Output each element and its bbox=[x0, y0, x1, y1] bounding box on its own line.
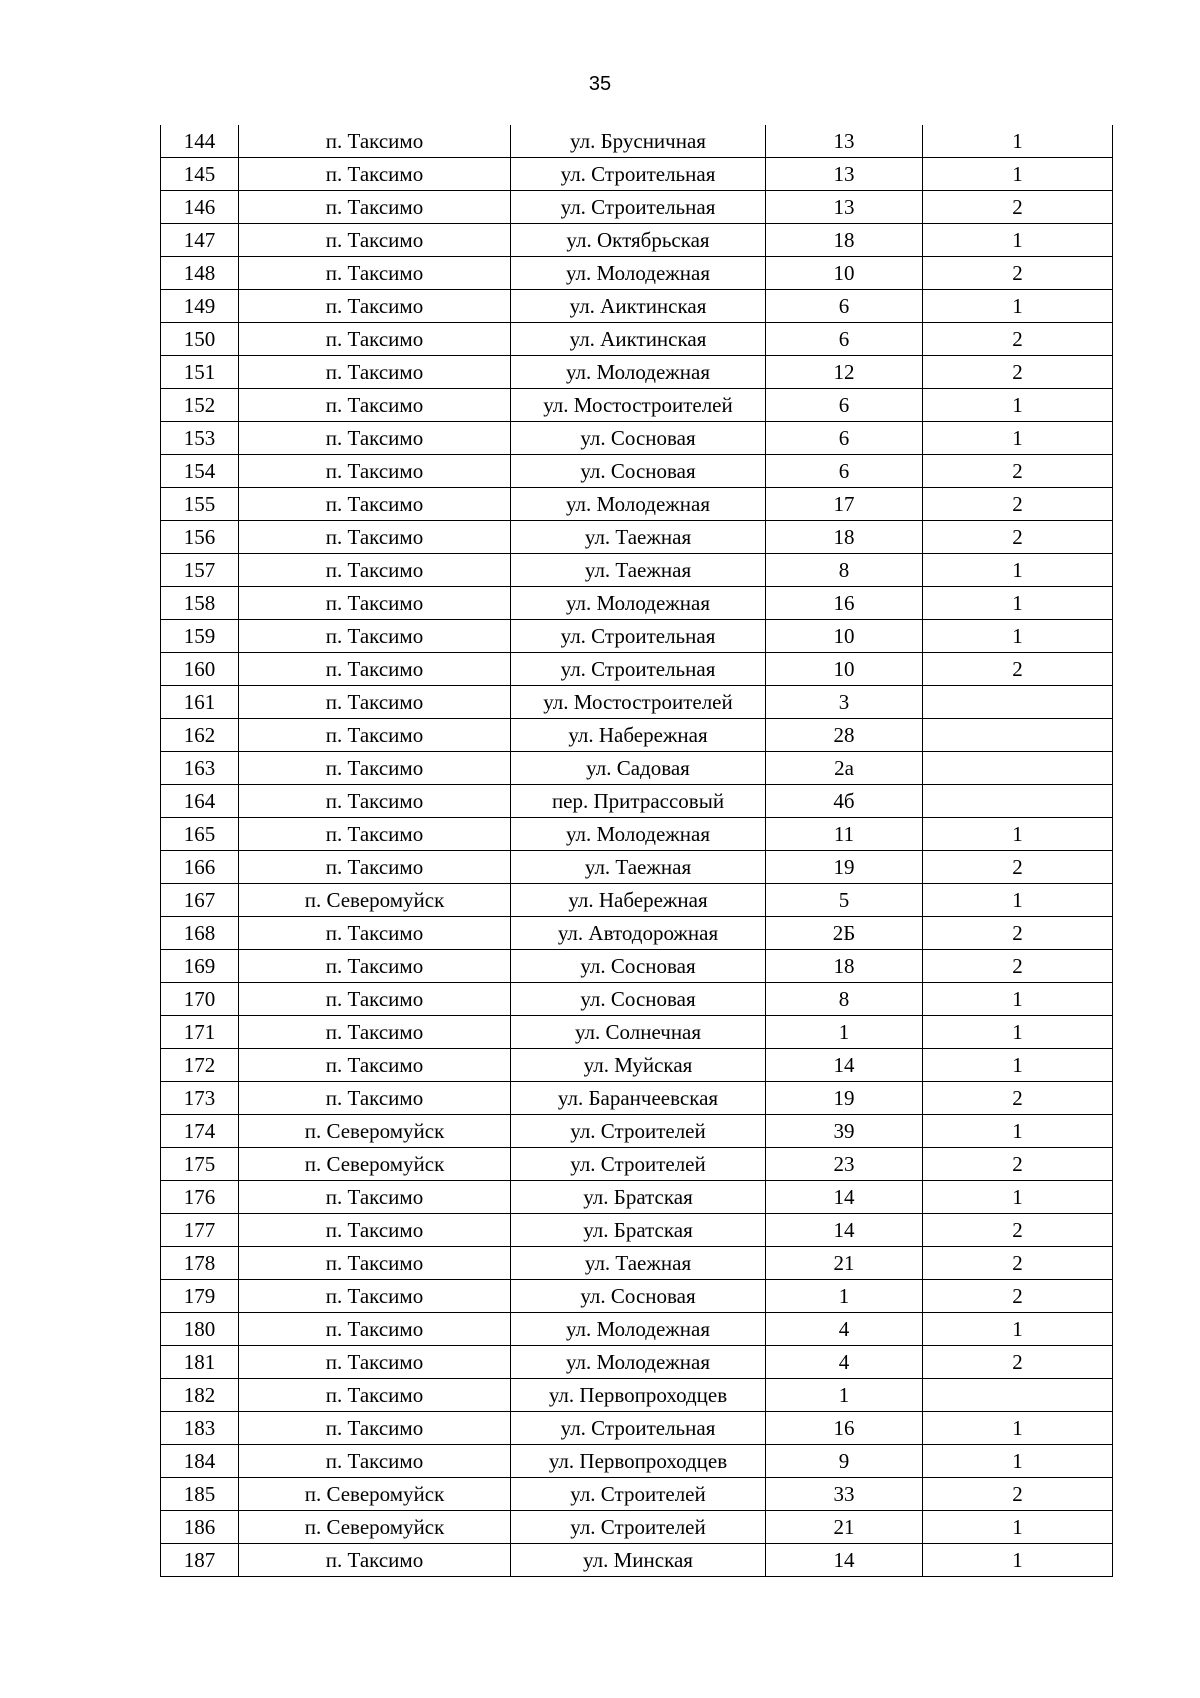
street-cell: ул. Братская bbox=[511, 1181, 766, 1214]
settlement-cell: п. Таксимо bbox=[239, 323, 511, 356]
value-cell: 2 bbox=[923, 653, 1113, 686]
row-number-cell: 173 bbox=[161, 1082, 239, 1115]
house-number-cell: 14 bbox=[766, 1214, 923, 1247]
value-cell: 1 bbox=[923, 1511, 1113, 1544]
settlement-cell: п. Таксимо bbox=[239, 1082, 511, 1115]
table-row bbox=[161, 323, 1113, 356]
house-number-cell: 1 bbox=[766, 1280, 923, 1313]
street-cell: ул. Первопроходцев bbox=[511, 1445, 766, 1478]
table-row bbox=[161, 1346, 1113, 1379]
row-number-cell: 153 bbox=[161, 422, 239, 455]
street-cell: ул. Мостостроителей bbox=[511, 389, 766, 422]
settlement-cell: п. Таксимо bbox=[239, 1412, 511, 1445]
row-number-cell: 180 bbox=[161, 1313, 239, 1346]
house-number-cell: 11 bbox=[766, 818, 923, 851]
row-number-cell: 177 bbox=[161, 1214, 239, 1247]
settlement-cell: п. Таксимо bbox=[239, 356, 511, 389]
street-cell: ул. Садовая bbox=[511, 752, 766, 785]
table-row bbox=[161, 653, 1113, 686]
table-row bbox=[161, 191, 1113, 224]
row-number-cell: 152 bbox=[161, 389, 239, 422]
house-number-cell: 6 bbox=[766, 422, 923, 455]
street-cell: ул. Молодежная bbox=[511, 257, 766, 290]
house-number-cell: 21 bbox=[766, 1247, 923, 1280]
settlement-cell: п. Таксимо bbox=[239, 191, 511, 224]
house-number-cell: 16 bbox=[766, 587, 923, 620]
street-cell: ул. Минская bbox=[511, 1544, 766, 1577]
street-cell: ул. Таежная bbox=[511, 554, 766, 587]
street-cell: ул. Строительная bbox=[511, 620, 766, 653]
settlement-cell: п. Северомуйск bbox=[239, 1511, 511, 1544]
value-cell: 2 bbox=[923, 1346, 1113, 1379]
street-cell: ул. Октябрьская bbox=[511, 224, 766, 257]
address-table bbox=[160, 125, 1113, 1577]
table-row bbox=[161, 158, 1113, 191]
house-number-cell: 10 bbox=[766, 653, 923, 686]
street-cell: ул. Первопроходцев bbox=[511, 1379, 766, 1412]
house-number-cell: 16 bbox=[766, 1412, 923, 1445]
street-cell: ул. Молодежная bbox=[511, 488, 766, 521]
row-number-cell: 186 bbox=[161, 1511, 239, 1544]
street-cell: ул. Таежная bbox=[511, 521, 766, 554]
table-row bbox=[161, 983, 1113, 1016]
street-cell: ул. Автодорожная bbox=[511, 917, 766, 950]
value-cell: 2 bbox=[923, 521, 1113, 554]
house-number-cell: 14 bbox=[766, 1181, 923, 1214]
value-cell: 2 bbox=[923, 950, 1113, 983]
value-cell: 1 bbox=[923, 587, 1113, 620]
settlement-cell: п. Таксимо bbox=[239, 1214, 511, 1247]
house-number-cell: 28 bbox=[766, 719, 923, 752]
house-number-cell: 8 bbox=[766, 554, 923, 587]
value-cell bbox=[923, 686, 1113, 719]
settlement-cell: п. Таксимо bbox=[239, 158, 511, 191]
street-cell: ул. Строителей bbox=[511, 1511, 766, 1544]
value-cell bbox=[923, 1379, 1113, 1412]
table-row bbox=[161, 1115, 1113, 1148]
settlement-cell: п. Таксимо bbox=[239, 455, 511, 488]
house-number-cell: 13 bbox=[766, 158, 923, 191]
value-cell: 1 bbox=[923, 1181, 1113, 1214]
house-number-cell: 8 bbox=[766, 983, 923, 1016]
house-number-cell: 1 bbox=[766, 1379, 923, 1412]
value-cell: 1 bbox=[923, 884, 1113, 917]
table-row bbox=[161, 719, 1113, 752]
table-row bbox=[161, 1478, 1113, 1511]
street-cell: ул. Аиктинская bbox=[511, 323, 766, 356]
house-number-cell: 4 bbox=[766, 1313, 923, 1346]
row-number-cell: 178 bbox=[161, 1247, 239, 1280]
settlement-cell: п. Таксимо bbox=[239, 389, 511, 422]
house-number-cell: 10 bbox=[766, 257, 923, 290]
street-cell: пер. Притрассовый bbox=[511, 785, 766, 818]
row-number-cell: 175 bbox=[161, 1148, 239, 1181]
settlement-cell: п. Таксимо bbox=[239, 1379, 511, 1412]
table-row bbox=[161, 1049, 1113, 1082]
settlement-cell: п. Таксимо bbox=[239, 488, 511, 521]
row-number-cell: 162 bbox=[161, 719, 239, 752]
settlement-cell: п. Таксимо bbox=[239, 620, 511, 653]
house-number-cell: 9 bbox=[766, 1445, 923, 1478]
settlement-cell: п. Таксимо bbox=[239, 719, 511, 752]
row-number-cell: 144 bbox=[161, 125, 239, 158]
value-cell: 2 bbox=[923, 1478, 1113, 1511]
table-row bbox=[161, 1280, 1113, 1313]
value-cell: 1 bbox=[923, 125, 1113, 158]
settlement-cell: п. Таксимо bbox=[239, 1313, 511, 1346]
row-number-cell: 166 bbox=[161, 851, 239, 884]
settlement-cell: п. Таксимо bbox=[239, 521, 511, 554]
table-row bbox=[161, 257, 1113, 290]
value-cell: 1 bbox=[923, 1016, 1113, 1049]
settlement-cell: п. Северомуйск bbox=[239, 884, 511, 917]
settlement-cell: п. Таксимо bbox=[239, 1181, 511, 1214]
street-cell: ул. Строительная bbox=[511, 1412, 766, 1445]
table-row bbox=[161, 1082, 1113, 1115]
table-row bbox=[161, 554, 1113, 587]
row-number-cell: 150 bbox=[161, 323, 239, 356]
value-cell: 1 bbox=[923, 1115, 1113, 1148]
house-number-cell: 10 bbox=[766, 620, 923, 653]
house-number-cell: 18 bbox=[766, 224, 923, 257]
street-cell: ул. Муйская bbox=[511, 1049, 766, 1082]
row-number-cell: 176 bbox=[161, 1181, 239, 1214]
row-number-cell: 184 bbox=[161, 1445, 239, 1478]
settlement-cell: п. Таксимо bbox=[239, 653, 511, 686]
row-number-cell: 165 bbox=[161, 818, 239, 851]
table-row bbox=[161, 521, 1113, 554]
settlement-cell: п. Таксимо bbox=[239, 257, 511, 290]
table-row bbox=[161, 587, 1113, 620]
row-number-cell: 160 bbox=[161, 653, 239, 686]
table-row bbox=[161, 125, 1113, 158]
house-number-cell: 6 bbox=[766, 323, 923, 356]
table-row bbox=[161, 389, 1113, 422]
value-cell: 1 bbox=[923, 224, 1113, 257]
table-row bbox=[161, 1148, 1113, 1181]
street-cell: ул. Строительная bbox=[511, 158, 766, 191]
row-number-cell: 156 bbox=[161, 521, 239, 554]
house-number-cell: 3 bbox=[766, 686, 923, 719]
row-number-cell: 158 bbox=[161, 587, 239, 620]
house-number-cell: 13 bbox=[766, 125, 923, 158]
house-number-cell: 1 bbox=[766, 1016, 923, 1049]
table-row bbox=[161, 1214, 1113, 1247]
street-cell: ул. Молодежная bbox=[511, 1346, 766, 1379]
row-number-cell: 185 bbox=[161, 1478, 239, 1511]
house-number-cell: 19 bbox=[766, 1082, 923, 1115]
value-cell bbox=[923, 752, 1113, 785]
settlement-cell: п. Таксимо bbox=[239, 917, 511, 950]
value-cell: 2 bbox=[923, 356, 1113, 389]
settlement-cell: п. Таксимо bbox=[239, 554, 511, 587]
house-number-cell: 12 bbox=[766, 356, 923, 389]
settlement-cell: п. Таксимо bbox=[239, 1445, 511, 1478]
street-cell: ул. Сосновая bbox=[511, 983, 766, 1016]
table-row bbox=[161, 785, 1113, 818]
value-cell: 2 bbox=[923, 191, 1113, 224]
settlement-cell: п. Таксимо bbox=[239, 950, 511, 983]
house-number-cell: 2а bbox=[766, 752, 923, 785]
settlement-cell: п. Северомуйск bbox=[239, 1148, 511, 1181]
settlement-cell: п. Таксимо bbox=[239, 851, 511, 884]
house-number-cell: 6 bbox=[766, 290, 923, 323]
row-number-cell: 181 bbox=[161, 1346, 239, 1379]
street-cell: ул. Братская bbox=[511, 1214, 766, 1247]
value-cell: 2 bbox=[923, 323, 1113, 356]
house-number-cell: 4б bbox=[766, 785, 923, 818]
row-number-cell: 168 bbox=[161, 917, 239, 950]
value-cell: 1 bbox=[923, 290, 1113, 323]
value-cell: 2 bbox=[923, 257, 1113, 290]
row-number-cell: 182 bbox=[161, 1379, 239, 1412]
street-cell: ул. Строителей bbox=[511, 1148, 766, 1181]
table-row bbox=[161, 620, 1113, 653]
value-cell: 1 bbox=[923, 620, 1113, 653]
street-cell: ул. Молодежная bbox=[511, 587, 766, 620]
settlement-cell: п. Таксимо bbox=[239, 1016, 511, 1049]
value-cell: 2 bbox=[923, 1148, 1113, 1181]
address-table-body bbox=[161, 125, 1113, 1577]
value-cell: 1 bbox=[923, 1445, 1113, 1478]
value-cell: 1 bbox=[923, 1313, 1113, 1346]
settlement-cell: п. Таксимо bbox=[239, 224, 511, 257]
value-cell: 1 bbox=[923, 158, 1113, 191]
street-cell: ул. Строителей bbox=[511, 1115, 766, 1148]
table-row bbox=[161, 488, 1113, 521]
settlement-cell: п. Таксимо bbox=[239, 752, 511, 785]
settlement-cell: п. Таксимо bbox=[239, 587, 511, 620]
house-number-cell: 18 bbox=[766, 521, 923, 554]
street-cell: ул. Сосновая bbox=[511, 1280, 766, 1313]
street-cell: ул. Сосновая bbox=[511, 422, 766, 455]
value-cell: 2 bbox=[923, 488, 1113, 521]
street-cell: ул. Брусничная bbox=[511, 125, 766, 158]
house-number-cell: 13 bbox=[766, 191, 923, 224]
value-cell: 1 bbox=[923, 983, 1113, 1016]
house-number-cell: 6 bbox=[766, 455, 923, 488]
table-row bbox=[161, 686, 1113, 719]
table-row bbox=[161, 851, 1113, 884]
house-number-cell: 5 bbox=[766, 884, 923, 917]
settlement-cell: п. Таксимо bbox=[239, 422, 511, 455]
table-row bbox=[161, 950, 1113, 983]
street-cell: ул. Таежная bbox=[511, 851, 766, 884]
settlement-cell: п. Таксимо bbox=[239, 290, 511, 323]
row-number-cell: 163 bbox=[161, 752, 239, 785]
street-cell: ул. Строителей bbox=[511, 1478, 766, 1511]
street-cell: ул. Молодежная bbox=[511, 1313, 766, 1346]
table-row bbox=[161, 1544, 1113, 1577]
street-cell: ул. Строительная bbox=[511, 191, 766, 224]
row-number-cell: 167 bbox=[161, 884, 239, 917]
house-number-cell: 23 bbox=[766, 1148, 923, 1181]
street-cell: ул. Набережная bbox=[511, 719, 766, 752]
page-number: 35 bbox=[588, 73, 612, 95]
row-number-cell: 187 bbox=[161, 1544, 239, 1577]
row-number-cell: 169 bbox=[161, 950, 239, 983]
house-number-cell: 18 bbox=[766, 950, 923, 983]
settlement-cell: п. Таксимо bbox=[239, 785, 511, 818]
value-cell: 1 bbox=[923, 1412, 1113, 1445]
value-cell: 2 bbox=[923, 1214, 1113, 1247]
table-row bbox=[161, 290, 1113, 323]
table-row bbox=[161, 1016, 1113, 1049]
house-number-cell: 6 bbox=[766, 389, 923, 422]
table-row bbox=[161, 455, 1113, 488]
settlement-cell: п. Таксимо bbox=[239, 1346, 511, 1379]
table-row bbox=[161, 1445, 1113, 1478]
row-number-cell: 172 bbox=[161, 1049, 239, 1082]
table-row bbox=[161, 917, 1113, 950]
value-cell: 2 bbox=[923, 1280, 1113, 1313]
value-cell: 1 bbox=[923, 1049, 1113, 1082]
table-row bbox=[161, 1247, 1113, 1280]
house-number-cell: 4 bbox=[766, 1346, 923, 1379]
table-row bbox=[161, 818, 1113, 851]
row-number-cell: 157 bbox=[161, 554, 239, 587]
row-number-cell: 159 bbox=[161, 620, 239, 653]
house-number-cell: 17 bbox=[766, 488, 923, 521]
street-cell: ул. Таежная bbox=[511, 1247, 766, 1280]
house-number-cell: 2Б bbox=[766, 917, 923, 950]
row-number-cell: 149 bbox=[161, 290, 239, 323]
street-cell: ул. Аиктинская bbox=[511, 290, 766, 323]
row-number-cell: 148 bbox=[161, 257, 239, 290]
house-number-cell: 39 bbox=[766, 1115, 923, 1148]
value-cell: 2 bbox=[923, 455, 1113, 488]
settlement-cell: п. Таксимо bbox=[239, 1544, 511, 1577]
settlement-cell: п. Таксимо bbox=[239, 1280, 511, 1313]
street-cell: ул. Баранчеевская bbox=[511, 1082, 766, 1115]
value-cell: 1 bbox=[923, 389, 1113, 422]
row-number-cell: 161 bbox=[161, 686, 239, 719]
row-number-cell: 151 bbox=[161, 356, 239, 389]
table-row bbox=[161, 1379, 1113, 1412]
house-number-cell: 21 bbox=[766, 1511, 923, 1544]
value-cell bbox=[923, 719, 1113, 752]
street-cell: ул. Солнечная bbox=[511, 1016, 766, 1049]
street-cell: ул. Мостостроителей bbox=[511, 686, 766, 719]
row-number-cell: 170 bbox=[161, 983, 239, 1016]
settlement-cell: п. Таксимо bbox=[239, 818, 511, 851]
value-cell: 1 bbox=[923, 818, 1113, 851]
street-cell: ул. Молодежная bbox=[511, 356, 766, 389]
table-row bbox=[161, 356, 1113, 389]
value-cell: 1 bbox=[923, 1544, 1113, 1577]
table-row bbox=[161, 224, 1113, 257]
value-cell: 2 bbox=[923, 851, 1113, 884]
row-number-cell: 147 bbox=[161, 224, 239, 257]
value-cell bbox=[923, 785, 1113, 818]
row-number-cell: 146 bbox=[161, 191, 239, 224]
value-cell: 2 bbox=[923, 917, 1113, 950]
table-row bbox=[161, 422, 1113, 455]
house-number-cell: 14 bbox=[766, 1049, 923, 1082]
table-row bbox=[161, 752, 1113, 785]
street-cell: ул. Строительная bbox=[511, 653, 766, 686]
row-number-cell: 174 bbox=[161, 1115, 239, 1148]
value-cell: 1 bbox=[923, 554, 1113, 587]
table-row bbox=[161, 1511, 1113, 1544]
house-number-cell: 14 bbox=[766, 1544, 923, 1577]
row-number-cell: 179 bbox=[161, 1280, 239, 1313]
row-number-cell: 145 bbox=[161, 158, 239, 191]
settlement-cell: п. Таксимо bbox=[239, 1049, 511, 1082]
street-cell: ул. Сосновая bbox=[511, 455, 766, 488]
settlement-cell: п. Таксимо bbox=[239, 1247, 511, 1280]
settlement-cell: п. Северомуйск bbox=[239, 1478, 511, 1511]
street-cell: ул. Сосновая bbox=[511, 950, 766, 983]
table-row bbox=[161, 1313, 1113, 1346]
house-number-cell: 19 bbox=[766, 851, 923, 884]
row-number-cell: 164 bbox=[161, 785, 239, 818]
table-row bbox=[161, 1412, 1113, 1445]
value-cell: 2 bbox=[923, 1247, 1113, 1280]
settlement-cell: п. Северомуйск bbox=[239, 1115, 511, 1148]
value-cell: 1 bbox=[923, 422, 1113, 455]
settlement-cell: п. Таксимо bbox=[239, 686, 511, 719]
settlement-cell: п. Таксимо bbox=[239, 983, 511, 1016]
row-number-cell: 154 bbox=[161, 455, 239, 488]
row-number-cell: 171 bbox=[161, 1016, 239, 1049]
house-number-cell: 33 bbox=[766, 1478, 923, 1511]
table-row bbox=[161, 1181, 1113, 1214]
street-cell: ул. Молодежная bbox=[511, 818, 766, 851]
table-row bbox=[161, 884, 1113, 917]
value-cell: 2 bbox=[923, 1082, 1113, 1115]
row-number-cell: 183 bbox=[161, 1412, 239, 1445]
settlement-cell: п. Таксимо bbox=[239, 125, 511, 158]
street-cell: ул. Набережная bbox=[511, 884, 766, 917]
row-number-cell: 155 bbox=[161, 488, 239, 521]
